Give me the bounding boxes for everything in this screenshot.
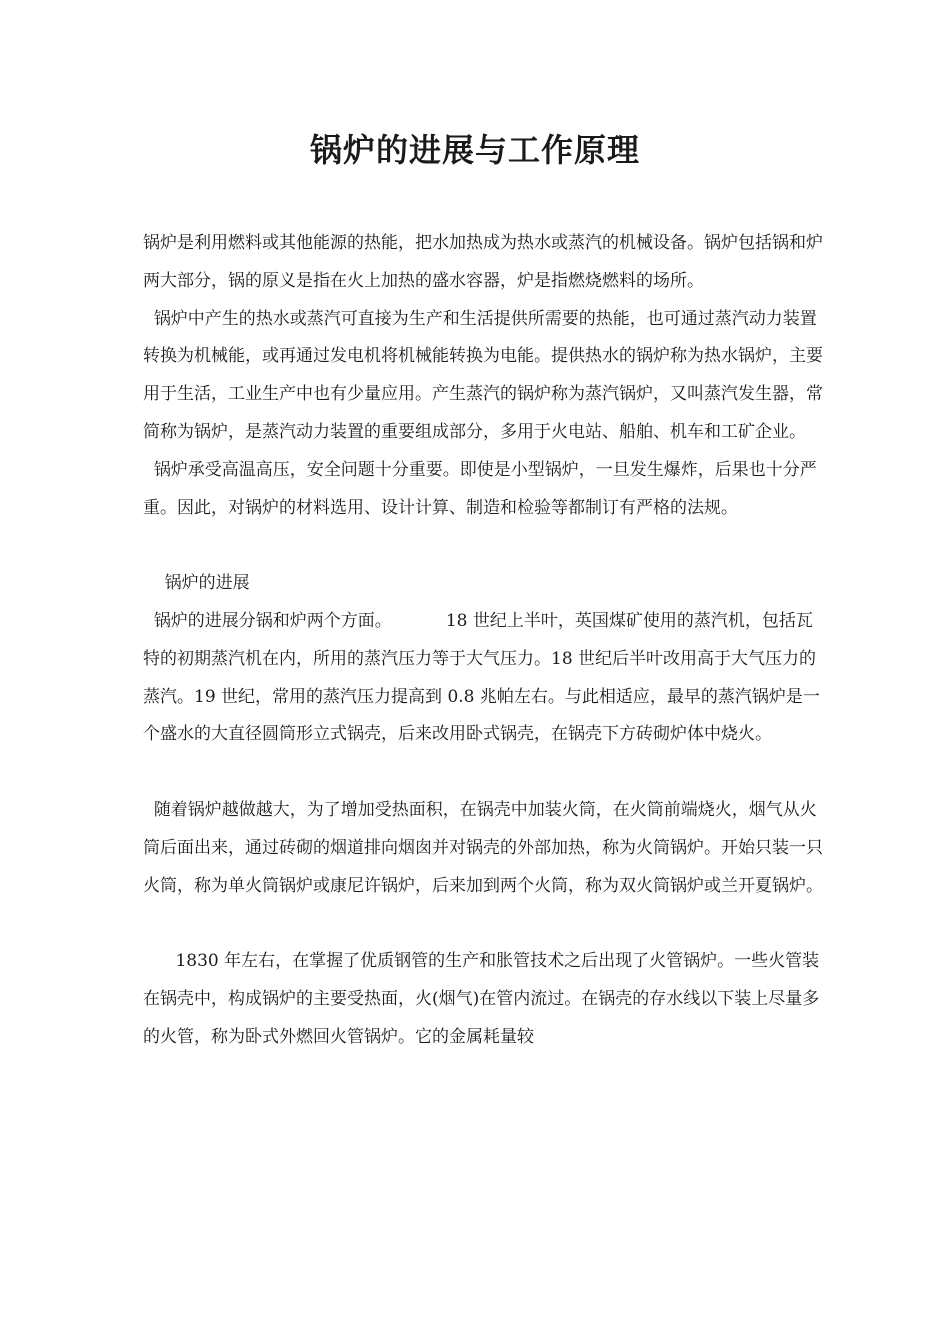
paragraph-history: 锅炉的进展分锅和炉两个方面。 18 世纪上半叶，英国煤矿使用的蒸汽机，包括瓦特的初期蒸汽机在内，所用的蒸汽压力等于大气压力。18 世纪后半叶改用高于大气压力的蒸汽。19 世纪，常用的蒸汽压力提高到 0.8 兆帕左右。与此相适应，最早的蒸汽锅炉是一个盛水的大直径圆筒形立式锅壳，后来改用卧式锅壳，在锅壳下方砖砌炉体中烧火。 xyxy=(143,610,820,745)
paragraph-intro: 锅炉是利用燃料或其他能源的热能，把水加热成为热水或蒸汽的机械设备。锅炉包括锅和炉两大部分，锅的原义是指在火上加热的盛水容器，炉是指燃烧燃料的场所。 xyxy=(143,233,823,291)
blank-line xyxy=(143,527,827,565)
section-heading: 锅炉的进展 xyxy=(143,573,250,594)
blank-line xyxy=(143,754,827,792)
blank-line xyxy=(143,905,827,943)
paragraph-uses: 锅炉中产生的热水或蒸汽可直接为生产和生活提供所需要的热能，也可通过蒸汽动力装置转换为机械能，或再通过发电机将机械能转换为电能。提供热水的锅炉称为热水锅炉，主要用于生活，工业生产中也有少量应用。产生蒸汽的锅炉称为蒸汽锅炉，又叫蒸汽发生器，常简称为锅炉，是蒸汽动力装置的重要组成部分，多用于火电站、船舶、机车和工矿企业。 xyxy=(143,308,823,442)
paragraph-smoke-tube: 1830 年左右，在掌握了优质钢管的生产和胀管技术之后出现了火管锅炉。一些火管装在锅壳中，构成锅炉的主要受热面，火(烟气)在管内流过。在锅壳的存水线以下装上尽量多的火管，称为卧式外燃回火管锅炉。它的金属耗量较 xyxy=(143,951,820,1047)
document-title: 锅炉的进展与工作原理 xyxy=(309,131,640,169)
document-body xyxy=(143,225,827,1057)
paragraph-fire-tube: 随着锅炉越做越大，为了增加受热面积，在锅壳中加装火筒，在火筒前端烧火，烟气从火筒后面出来，通过砖砌的烟道排向烟囱并对锅壳的外部加热，称为火筒锅炉。开始只装一只火筒，称为单火筒锅炉或康尼许锅炉，后来加到两个火筒，称为双火筒锅炉或兰开夏锅炉。 xyxy=(143,799,823,896)
paragraph-safety: 锅炉承受高温高压，安全问题十分重要。即使是小型锅炉，一旦发生爆炸，后果也十分严重。因此，对锅炉的材料选用、设计计算、制造和检验等都制订有严格的法规。 xyxy=(143,459,817,518)
